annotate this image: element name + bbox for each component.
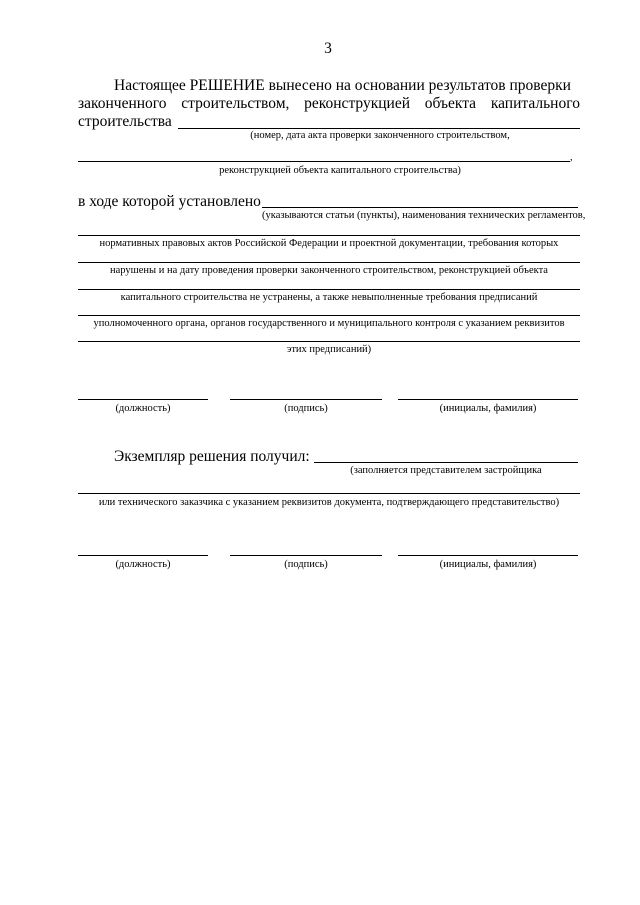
intro-line-3: строительства: [78, 113, 172, 130]
position-caption: (должность): [115, 559, 171, 570]
signature-caption: (подпись): [284, 403, 328, 414]
object-type-fill-line: [78, 161, 570, 162]
intro-word: законченного: [78, 95, 167, 112]
receipt-fill-line: [314, 462, 578, 463]
findings-caption-6: этих предписаний): [286, 344, 372, 355]
object-type-caption: реконструкцией объекта капитального строительства): [219, 165, 461, 176]
name-caption: (инициалы, фамилия): [439, 559, 537, 570]
findings-caption-4: капитального строительства не устранены, а также невыполненные требования предписаний: [120, 292, 538, 303]
findings-caption-2: нормативных правовых актов Российской Федерации и проектной документации, требования которых: [99, 238, 559, 249]
act-details-caption: (номер, дата акта проверки законченного строительством,: [250, 130, 510, 141]
name-line: [398, 555, 578, 556]
findings-label: в ходе которой установлено: [78, 193, 261, 210]
name-caption: (инициалы, фамилия): [439, 403, 537, 414]
intro-word: строительством,: [181, 95, 290, 112]
intro-line-2: [78, 95, 580, 113]
signature-line: [230, 555, 382, 556]
act-details-fill-line: [178, 128, 580, 129]
findings-fill-line: [78, 235, 580, 236]
intro-word: объекта: [424, 95, 477, 112]
findings-caption-5: уполномоченного органа, органов государственного и муниципального контроля с указанием реквизитов: [93, 318, 565, 329]
signature-line: [230, 399, 382, 400]
receipt-label: Экземпляр решения получил:: [114, 448, 310, 465]
receipt-caption-2: или технического заказчика с указанием реквизитов документа, подтверждающего представительство): [98, 497, 560, 508]
position-line: [78, 399, 208, 400]
receipt-fill-line: [78, 493, 580, 494]
name-line: [398, 399, 578, 400]
intro-word: реконструкцией: [304, 95, 410, 112]
findings-caption-3: нарушены и на дату проведения проверки законченного строительством, реконструкцией объекта: [110, 265, 548, 276]
findings-fill-line: [262, 207, 578, 208]
trailing-comma: ,: [570, 152, 573, 163]
intro-word: капитального: [490, 95, 580, 112]
page-number: 3: [324, 40, 332, 57]
intro-line-1: Настоящее РЕШЕНИЕ вынесено на основании результатов проверки: [114, 77, 571, 94]
findings-fill-line: [78, 315, 580, 316]
position-caption: (должность): [115, 403, 171, 414]
signature-caption: (подпись): [284, 559, 328, 570]
findings-fill-line: [78, 289, 580, 290]
position-line: [78, 555, 208, 556]
findings-fill-line: [78, 341, 580, 342]
findings-fill-line: [78, 262, 580, 263]
findings-caption-1: (указываются статьи (пункты), наименования технических регламентов,: [262, 210, 586, 221]
receipt-caption-1: (заполняется представителем застройщика: [350, 465, 542, 476]
